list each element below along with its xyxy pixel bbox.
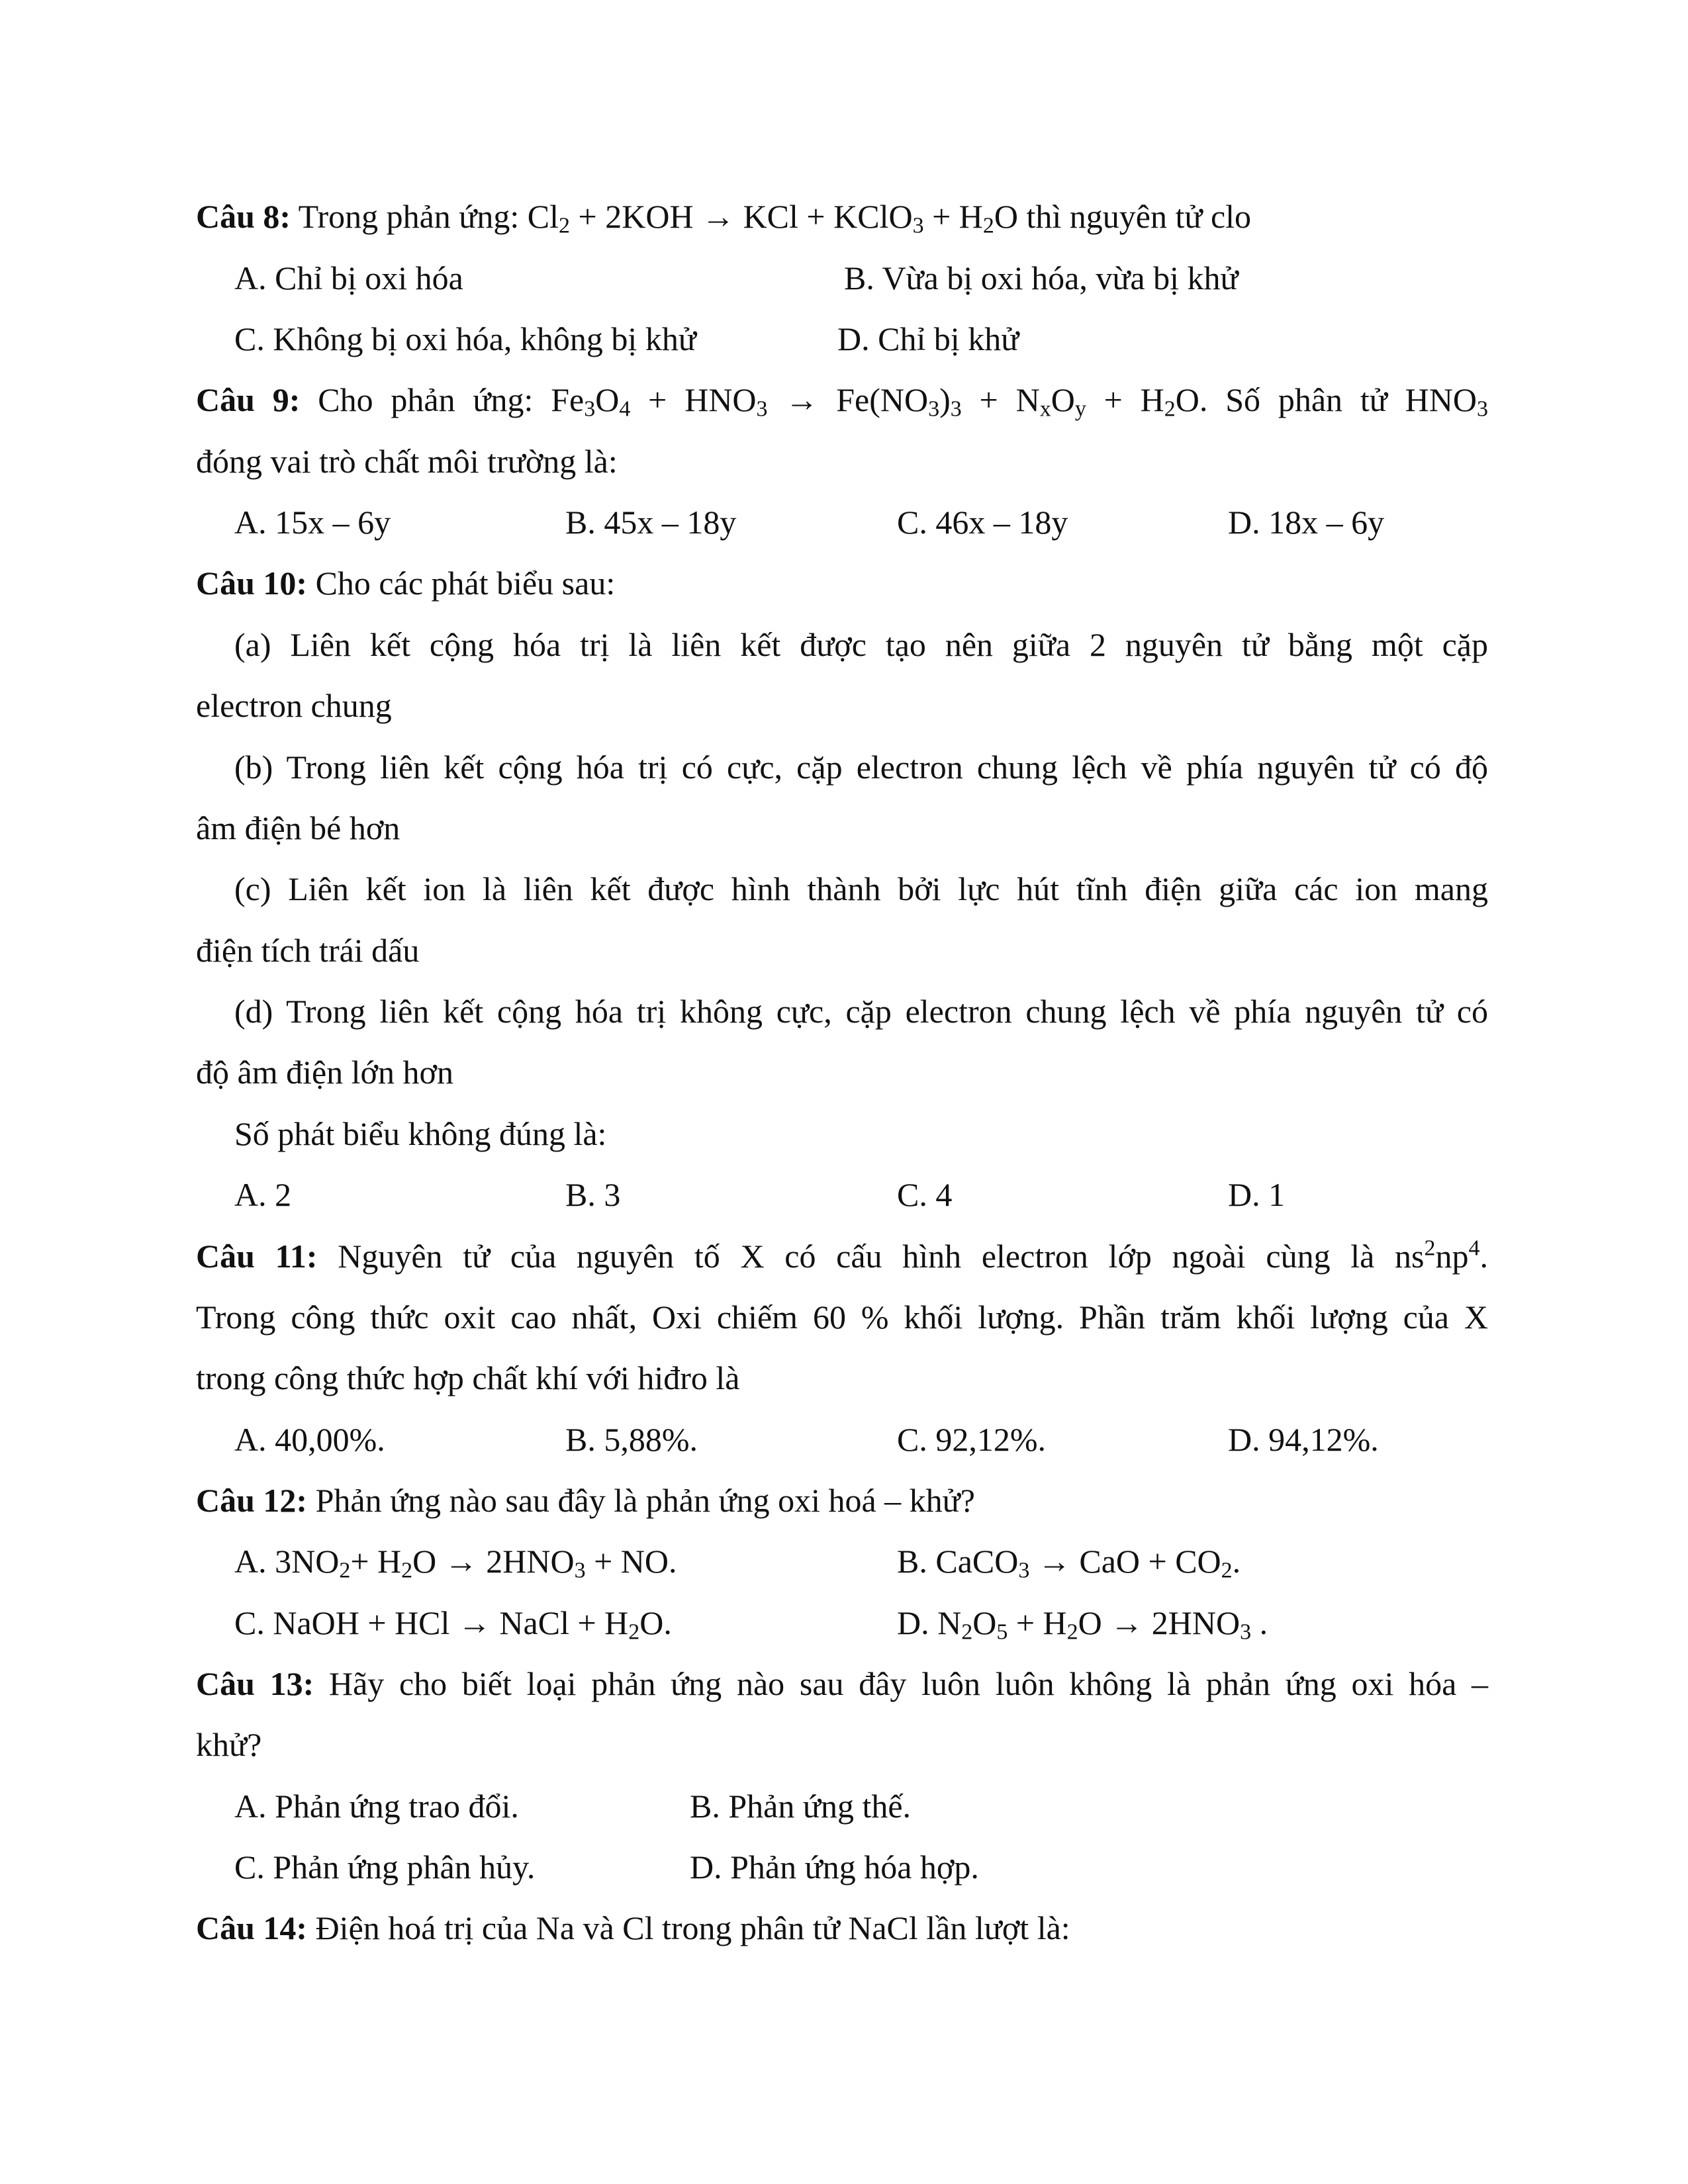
option-c: C. Phản ứng phân hủy.	[234, 1848, 536, 1886]
question-11-line-3: trong công thức hợp chất khí với hiđro là	[196, 1359, 740, 1396]
statement-d-cont: độ âm điện lớn hơn	[196, 1054, 453, 1091]
option-a: A. $3NO_2+ H_2O \to 2HNO_3$ + NO.	[234, 1543, 677, 1583]
question-11-line-2: Trong công thức oxit cao nhất, Oxi chiếm 60 % khối lượng. Phần trăm khối lượng của X	[196, 1298, 1488, 1336]
option-b: B. 3	[565, 1176, 621, 1213]
question-label: Câu 12:	[196, 1482, 308, 1519]
option-a: A. 2	[234, 1176, 292, 1213]
option-d: D. 94,12%.	[1228, 1421, 1379, 1458]
question-10: Câu 10: Cho các phát biểu sau:	[196, 565, 616, 602]
option-c: C. Không bị oxi hóa, không bị khử	[234, 320, 696, 357]
option-b: B. 5,88%.	[565, 1421, 698, 1458]
option-b: B. Phản ứng thế.	[690, 1788, 912, 1825]
statement-a-cont: electron chung	[196, 687, 392, 724]
option-c: C. 92,12%.	[897, 1421, 1046, 1458]
option-b: B. 45x – 18y	[565, 504, 737, 541]
question-label: Câu 14:	[196, 1909, 308, 1946]
question-13: Câu 13: Hãy cho biết loại phản ứng nào sau đây luôn luôn không là phản ứng oxi hóa –	[196, 1665, 1488, 1702]
option-d: D. Chỉ bị khử	[837, 320, 1019, 357]
statement-b: (b) Trong liên kết cộng hóa trị có cực, cặp electron chung lệch về phía nguyên tử có độ	[234, 749, 1488, 786]
option-c: C. 4	[897, 1176, 953, 1213]
option-b: B. Vừa bị oxi hóa, vừa bị khử	[844, 259, 1239, 296]
option-c: C. 46x – 18y	[897, 504, 1068, 541]
statement-a: (a) Liên kết cộng hóa trị là liên kết được tạo nên giữa 2 nguyên tử bằng một cặp	[234, 626, 1488, 663]
question-label: Câu 13:	[196, 1665, 314, 1702]
option-a: A. 15x – 6y	[234, 504, 391, 541]
question-label: Câu 8:	[196, 198, 291, 235]
option-a: A. Phản ứng trao đổi.	[234, 1788, 519, 1825]
option-b: B. CaCO$_3$ → CaO + $CO_2$.	[897, 1543, 1241, 1583]
option-a: A. Chỉ bị oxi hóa	[234, 259, 463, 296]
option-d: D. 1	[1228, 1176, 1286, 1213]
question-13-line-2: khử?	[196, 1726, 262, 1763]
option-a: A. 40,00%.	[234, 1421, 385, 1458]
statement-c-cont: điện tích trái dấu	[196, 932, 420, 969]
question-10-prompt: Số phát biểu không đúng là:	[234, 1115, 607, 1152]
option-c: C. NaOH + HCl → NaCl + $H_2O$.	[234, 1604, 672, 1645]
option-d: D. Phản ứng hóa hợp.	[690, 1848, 979, 1886]
question-label: Câu 9:	[196, 381, 301, 418]
question-11: Câu 11: Nguyên tử của nguyên tố X có cấu hình electron lớp ngoài cùng là $ns^2np^4$.	[196, 1236, 1489, 1275]
question-14: Câu 14: Điện hoá trị của Na và Cl trong phân tử NaCl lần lượt là:	[196, 1909, 1070, 1946]
statement-d: (d) Trong liên kết cộng hóa trị không cực, cặp electron chung lệch về phía nguyên tử có	[234, 993, 1488, 1030]
option-d: D. 18x – 6y	[1228, 504, 1385, 541]
question-label: Câu 10:	[196, 565, 308, 602]
statement-b-cont: âm điện bé hơn	[196, 809, 400, 846]
statement-c: (c) Liên kết ion là liên kết được hình thành bởi lực hút tĩnh điện giữa các ion mang	[234, 870, 1488, 907]
question-label: Câu 11:	[196, 1238, 318, 1275]
question-9: Câu 9: Cho phản ứng: $Fe_3O_4 + HNO_3 \to Fe(NO_3)_3 + N_xO_y + H_2O$. Số phân tử $HNO_3$	[196, 381, 1489, 422]
question-8: Câu 8: Trong phản ứng: $Cl_2 + 2KOH$ → KCl + KClO$_3$ + $H_2O$ thì nguyên tử clo	[196, 198, 1252, 238]
question-9-line-2: đóng vai trò chất môi trường là:	[196, 443, 618, 480]
question-12: Câu 12: Phản ứng nào sau đây là phản ứng oxi hoá – khử?	[196, 1482, 975, 1519]
option-d: D. $N_2O_5 + H_2O \to 2HNO_3$ .	[897, 1604, 1268, 1645]
